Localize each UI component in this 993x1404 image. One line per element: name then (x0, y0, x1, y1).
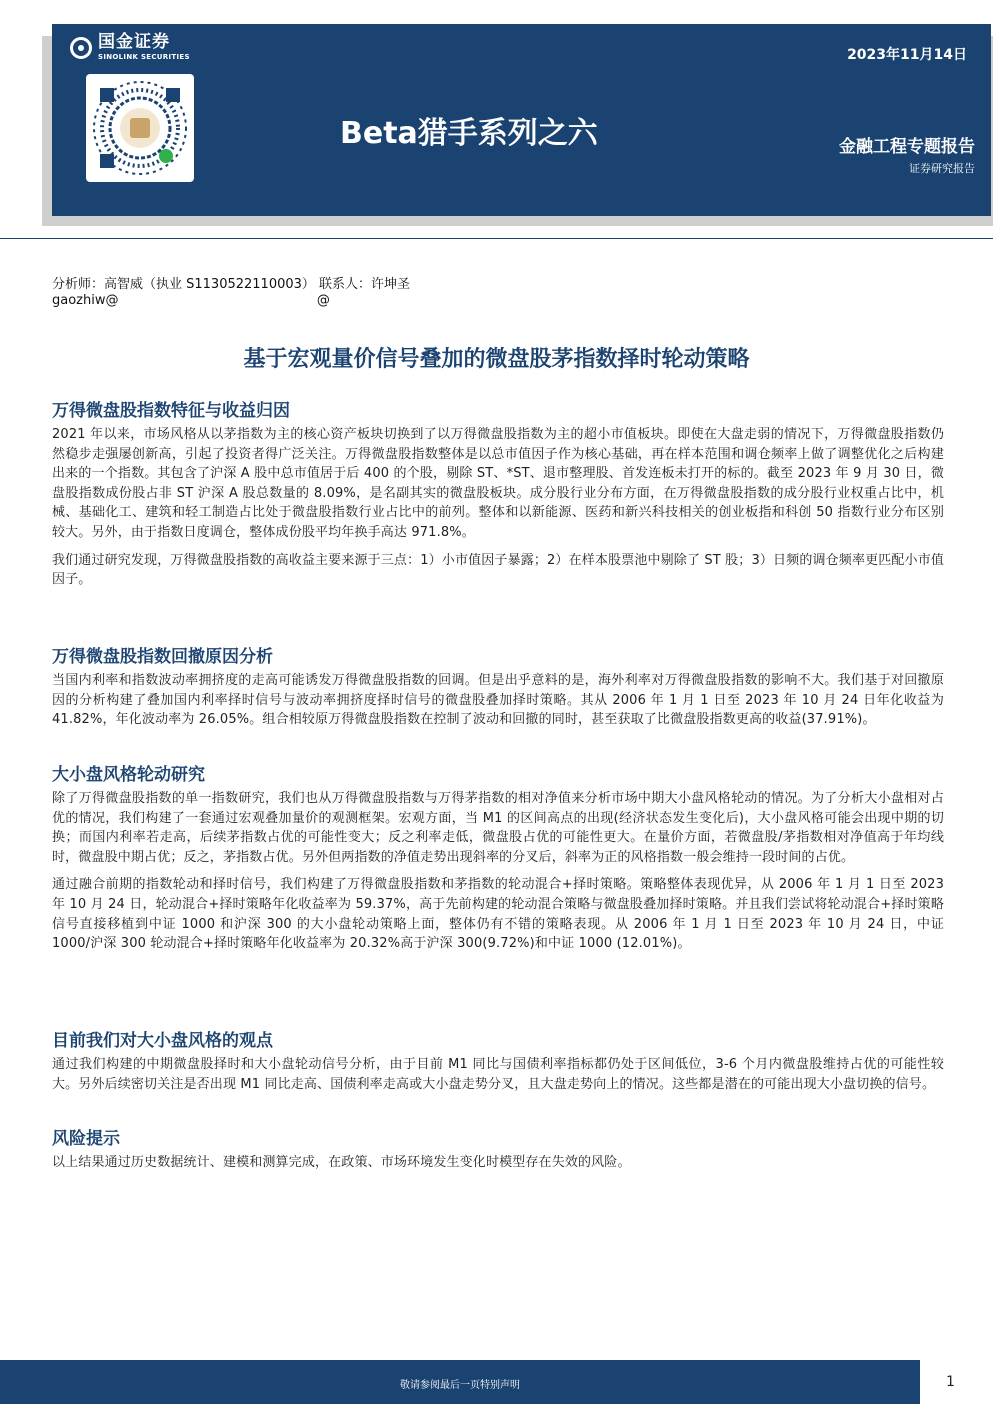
main-title: 基于宏观量价信号叠加的微盘股茅指数择时轮动策略 (243, 347, 750, 372)
header-divider (0, 238, 993, 239)
qr-code-icon[interactable] (86, 74, 194, 182)
section-drawdown-analysis (52, 642, 944, 730)
paragraph: 除了万得微盘股指数的单一指数研究，我们也从万得微盘股指数与万得茅指数的相对净值来分析市场中期大小盘风格轮动的情况。为了分析大小盘相对占优的情况，我们构建了一套通过宏观叠加量价的观测框架。宏观方面，当 M1 的区间高点的出现(经济状态发生变化后)，大小盘风格可能会出现中期的切换；而国内利率若走高，后续茅指数占优的可能性变大；反之利率走低，微盘股占优的可能性更大。在量价方面，若微盘股/茅指数相对净值高于年均线时，微盘股中期占优；反之，茅指数占优。另外但两指数的净值走势出现斜率的分叉后，斜率为正的风格指数一般会维持一段时间的占优。 (52, 791, 944, 865)
report-series-title: Beta猎手系列之六 (340, 116, 598, 151)
paragraph: 2021 年以来，市场风格从以茅指数为主的核心资产板块切换到了以万得微盘股指数为主的超小市值板块。即使在大盘走弱的情况下，万得微盘股指数仍然稳步走强屡创新高，引起了投资者得广泛关注。万得微盘股指数整体是以总市值因子作为核心基础，再在样本范围和调仓频率上做了调整优化之后构建出来的一个指数。其包含了沪深 A 股中总市值居于后 400 的个股，剔除 ST、*ST、退市整理股、首发连板未打开的标的。截至 2023 年 9 月 30 日，微盘股指数成份股占非 ST 沪深 A 股总数量的 8.09%，是名副其实的微盘股板块。成分股行业分布方面，在万得微盘股指数的成分股行业权重占比中，机械、基础化工、建筑和轻工制造占比处于微盘股指数行业占比中的前列。整体和以新能源、医药和新兴科技相关的创业板指和科创 50 指数行业分布区别较大。另外，由于指数日度调仓，整体成份股平均年换手高达 971.8%。 (52, 427, 944, 540)
logo-mark-icon (70, 37, 92, 59)
logo-cn: 国金证券 (98, 32, 170, 52)
analyst-info: 分析师：高智威（执业 S1130522110003） 联系人：许坤圣 (52, 277, 411, 292)
section-heading: 万得微盘股指数特征与收益归因 (52, 401, 290, 421)
paragraph: 以上结果通过历史数据统计、建模和测算完成，在政策、市场环境发生变化时模型存在失效的风险。 (52, 1155, 631, 1170)
section-heading: 风险提示 (52, 1129, 120, 1149)
company-logo (70, 34, 190, 61)
paragraph: 通过我们构建的中期微盘股择时和大小盘轮动信号分析，由于目前 M1 同比与国债利率指标都仍处于区间低位，3-6 个月内微盘股维持占优的可能性较大。另外后续密切关注是否出现 M1 同比走高、国债利率走高或大小盘走势分叉，且大盘走势向上的情况。这些都是潜在的可能出现大小盘切换的信号。 (52, 1057, 944, 1092)
analyst-email[interactable]: gaozhiw@ @ (52, 293, 330, 308)
section-index-features (52, 396, 944, 590)
section-heading: 目前我们对大小盘风格的观点 (52, 1031, 273, 1051)
paragraph: 我们通过研究发现，万得微盘股指数的高收益主要来源于三点：1）小市值因子暴露；2）在样本股票池中剔除了 ST 股；3）日频的调仓频率更匹配小市值因子。 (52, 552, 944, 588)
paragraph: 当国内利率和指数波动率拥挤度的走高可能诱发万得微盘股指数的回调。但是出乎意料的是，海外利率对万得微盘股指数的影响不大。我们基于对回撤原因的分析构建了叠加国内利率择时信号与波动率拥挤度择时信号的微盘股叠加择时策略。其从 2006 年 1 月 1 日至 2023 年 10 月 24 日年化收益为 41.82%，年化波动率为 26.05%。组合相较原万得微盘股指数在控制了波动和回撤的同时，甚至获取了比微盘股指数更高的收益(37.91%)。 (52, 673, 944, 728)
section-style-rotation (52, 760, 944, 954)
section-heading: 万得微盘股指数回撤原因分析 (52, 647, 273, 667)
report-date: 2023年11月14日 (847, 47, 967, 63)
logo-en: SINOLINK SECURITIES (98, 53, 190, 61)
section-heading: 大小盘风格轮动研究 (52, 765, 205, 785)
page-number: 1 (946, 1374, 955, 1390)
footer-disclaimer-link[interactable]: 敬请参阅最后一页特别声明 (400, 1380, 520, 1391)
report-type: 金融工程专题报告 (839, 137, 975, 157)
paragraph: 通过融合前期的指数轮动和择时信号，我们构建了万得微盘股指数和茅指数的轮动混合+择时策略。策略整体表现优异，从 2006 年 1 月 1 日至 2023 年 10 月 24 日，轮动混合+择时策略年化收益率为 59.37%，高于先前构建的轮动混合策略与微盘股叠加择时策略。并且我们尝试将轮动混合+择时策略信号直接移植到中证 1000 和沪深 300 的大小盘轮动策略上面，整体仍有不错的策略表现。从 2006 年 1 月 1 日至 2023 年 10 月 24 日，中证 1000/沪深 300 轮动混合+择时策略年化收益率为 20.32%高于沪深 300(9.72%)和中证 1000 (12.01%)。 (52, 877, 944, 952)
report-subtype: 证券研究报告 (909, 162, 975, 175)
section-current-view (52, 1026, 944, 1094)
section-risk-warning (52, 1124, 944, 1173)
